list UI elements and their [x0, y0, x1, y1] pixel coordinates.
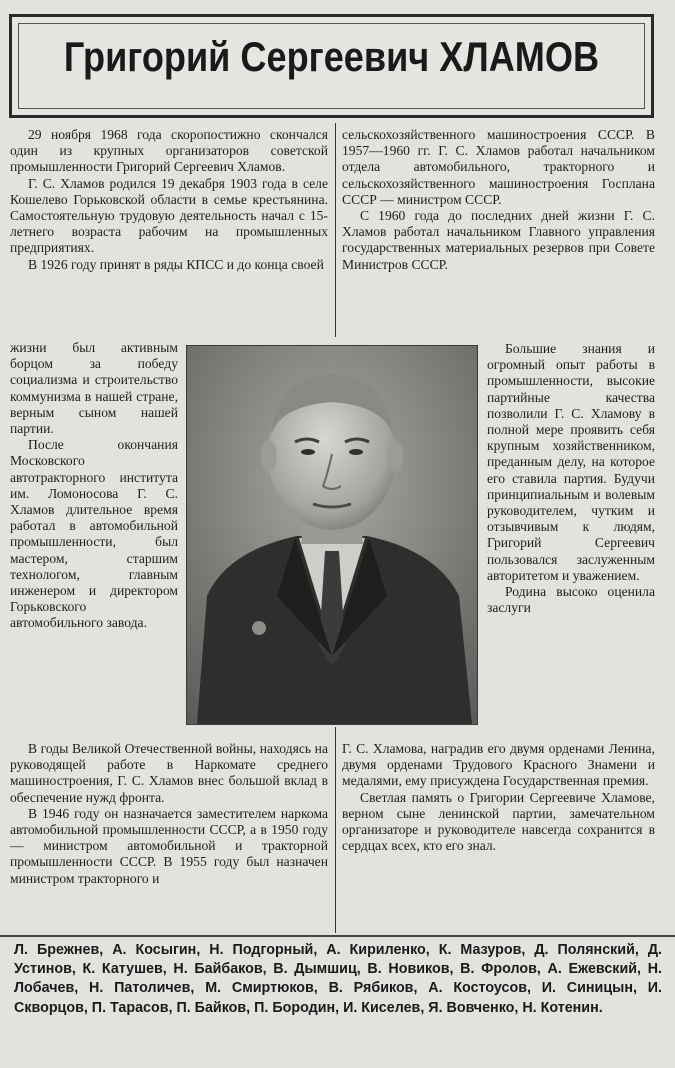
paragraph: Большие знания и огромный опыт работы в промышленности, высокие партийные качества позволили Г. С. Хламову в полной мере проявить себя крупным хозяйственником, преданным делу, на которое его ставила партия. Будучи принципиальным и волевым руководителем, чутким и отзывчивым к людям, Григорий Сергеевич пользовался заслуженным авторитетом и уважением.	[487, 341, 655, 583]
paragraph: сельскохозяйственного машиностроения СССР. В 1957—1960 гг. Г. С. Хламов работал начальником отдела автомобильного, тракторного и сельскохозяйственного машиностроения Госплана СССР — министром СССР.	[342, 127, 655, 207]
paragraph: жизни был активным борцом за победу социализма и строительство коммунизма в нашей стране, верным сыном нашей партии.	[10, 340, 178, 437]
column-divider-bottom	[335, 727, 336, 933]
signatories-list: Л. Брежнев, А. Косыгин, Н. Подгорный, А. Кириленко, К. Мазуров, Д. Полянский, Д. Устинов, К. Катушев, Н. Байбаков, В. Дымшиц, В. Новиков, В. Фролов, А. Ежевский, Н. Лобачев, Н. Патоличев, М. Смиртюков, В. Рябиков, А. Костоусов, И. Синицын, И. Скворцов, П. Тарасов, П. Байков, П. Бородин, И. Киселев, Я. Вовченко, Н. Котенин.	[14, 942, 662, 1016]
signatories-block	[0, 937, 675, 1068]
obituary-right-wrap	[487, 341, 655, 616]
portrait-illustration	[187, 346, 477, 724]
paragraph: Родина высоко оценила заслуги	[487, 584, 655, 616]
paragraph: После окончания Московского автотракторного института им. Ломоносова Г. С. Хламов длительное время работал в автомобильной промышленности, был мастером, старшим технологом, главным инженером и директором Горьковского автомобильного завода.	[10, 437, 178, 631]
headline-frame	[9, 14, 654, 118]
headline: Григорий Сергеевич ХЛАМОВ	[63, 33, 600, 80]
paragraph: В 1926 году принят в ряды КПСС и до конца своей	[28, 256, 324, 272]
paragraph: Г. С. Хламова, наградив его двумя орденами Ленина, двумя орденами Трудового Красного Знамени и медалями, ему присуждена Государственная премия.	[342, 741, 655, 789]
paragraph: В 1946 году он назначается заместителем наркома автомобильной промышленности СССР, а в 1950 году — министром автомобильной и тракторной промышленности СССР. В 1955 году был назначен министром тракторного и	[10, 805, 328, 886]
paragraph: В годы Великой Отечественной войны, находясь на руководящей работе в Наркомате среднего машиностроения, Г. С. Хламов внес большой вклад в обеспечение нужд фронта.	[10, 741, 328, 805]
paragraph: 29 ноября 1968 года скоропостижно скончался один из крупных организаторов советской промышленности Григорий Сергеевич Хламов.	[10, 127, 328, 175]
paragraph: Г. С. Хламов родился 19 декабря 1903 года в селе Кошелево Горьковской области в семье крестьянина. Самостоятельную трудовую деятельность начал с 15-летнего возраста рабочим на промышленных предприятиях.	[10, 175, 328, 256]
column-divider-top	[335, 123, 336, 337]
obituary-right-bottom	[342, 741, 655, 854]
obituary-right-top	[342, 127, 655, 273]
obituary-left-top	[10, 127, 328, 273]
paragraph: Светлая память о Григории Сергеевиче Хламове, верном сыне ленинской партии, замечательном организаторе и руководителе навсегда сохранится в сердцах всех, кто его знал.	[342, 789, 655, 854]
obituary-left-bottom	[10, 741, 328, 887]
obituary-left-wrap	[10, 340, 178, 632]
paragraph: С 1960 года до последних дней жизни Г. С. Хламов работал начальником Главного управления государственных материальных резервов при Совете Министров СССР.	[342, 208, 655, 272]
portrait-photo	[186, 345, 478, 725]
